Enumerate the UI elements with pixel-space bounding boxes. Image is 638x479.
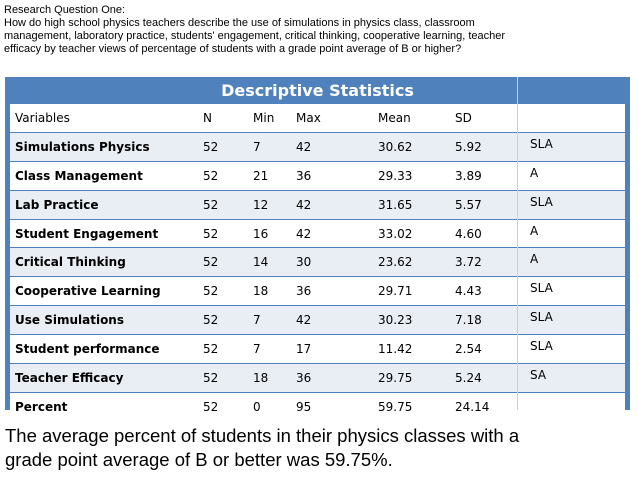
question-line: Research Question One: [4, 4, 126, 16]
n-cell: 52 [203, 370, 219, 385]
n-cell: 52 [203, 342, 219, 357]
header-min: Min [253, 110, 275, 125]
sd-cell: 4.60 [455, 226, 482, 241]
sd-cell: 5.24 [455, 370, 482, 385]
sd-cell: 4.43 [455, 284, 482, 299]
max-cell: 42 [296, 313, 312, 328]
rating-cell: SLA [530, 339, 553, 354]
mean-cell: 30.23 [378, 313, 413, 328]
research-question [4, 4, 634, 56]
header-variables: Variables [15, 110, 70, 125]
max-cell: 42 [296, 139, 312, 154]
rating-cell: SLA [530, 136, 553, 151]
question-line: management, laboratory practice, students' engagement, critical thinking, cooperative learning, teacher [4, 30, 506, 42]
rating-cell: SLA [530, 194, 553, 209]
min-cell: 16 [253, 226, 269, 241]
sd-cell: 3.89 [455, 168, 482, 183]
header-sd: SD [455, 110, 472, 125]
variable-cell: Lab Practice [15, 197, 99, 212]
max-cell: 42 [296, 197, 312, 212]
question-line: efficacy by teacher views of percentage of students with a grade point average of B or higher? [4, 43, 462, 55]
min-cell: 18 [253, 284, 269, 299]
table-header-row [10, 104, 625, 132]
min-cell: 7 [253, 139, 261, 154]
summary-line: grade point average of B or better was 59.75%. [5, 449, 393, 470]
mean-cell: 33.02 [378, 226, 413, 241]
header-n: N [203, 110, 212, 125]
rating-cell: A [530, 223, 539, 238]
rating-cell: SA [530, 368, 547, 383]
max-cell: 95 [296, 399, 312, 414]
min-cell: 7 [253, 313, 261, 328]
descriptive-statistics-table [5, 77, 630, 414]
summary-text [5, 424, 635, 472]
min-cell: 12 [253, 197, 269, 212]
column-divider [517, 77, 518, 410]
table-row [10, 334, 625, 363]
variable-cell: Percent [15, 399, 68, 414]
table-row [10, 392, 625, 421]
table-body [10, 104, 625, 421]
sd-cell: 5.92 [455, 139, 482, 154]
table-title: Descriptive Statistics [221, 81, 414, 100]
max-cell: 17 [296, 342, 312, 357]
summary-line: The average percent of students in their physics classes with a [5, 425, 520, 446]
variable-cell: Student Engagement [15, 226, 159, 241]
min-cell: 21 [253, 168, 269, 183]
table-row [10, 305, 625, 334]
n-cell: 52 [203, 255, 219, 270]
variable-cell: Student performance [15, 342, 160, 357]
rating-cell: A [530, 252, 539, 267]
variable-cell: Teacher Efficacy [15, 370, 124, 385]
n-cell: 52 [203, 139, 219, 154]
sd-cell: 7.18 [455, 313, 482, 328]
table-row [10, 276, 625, 305]
header-mean: Mean [378, 110, 411, 125]
table-row [10, 219, 625, 248]
max-cell: 36 [296, 168, 312, 183]
mean-cell: 31.65 [378, 197, 413, 212]
mean-cell: 30.62 [378, 139, 413, 154]
n-cell: 52 [203, 399, 219, 414]
table-row [10, 247, 625, 276]
variable-cell: Simulations Physics [15, 139, 150, 154]
header-max: Max [296, 110, 321, 125]
rating-cell: SLA [530, 281, 553, 296]
sd-cell: 5.57 [455, 197, 482, 212]
max-cell: 36 [296, 370, 312, 385]
sd-cell: 2.54 [455, 342, 482, 357]
max-cell: 30 [296, 255, 312, 270]
table-row [10, 132, 625, 161]
max-cell: 42 [296, 226, 312, 241]
mean-cell: 11.42 [378, 342, 413, 357]
n-cell: 52 [203, 197, 219, 212]
table-row [10, 363, 625, 392]
table-row [10, 161, 625, 190]
min-cell: 7 [253, 342, 261, 357]
sd-cell: 3.72 [455, 255, 482, 270]
mean-cell: 29.33 [378, 168, 413, 183]
n-cell: 52 [203, 168, 219, 183]
min-cell: 14 [253, 255, 269, 270]
n-cell: 52 [203, 313, 219, 328]
n-cell: 52 [203, 284, 219, 299]
variable-cell: Use Simulations [15, 313, 124, 328]
question-line: How do high school physics teachers describe the use of simulations in physics class, classroom [4, 17, 475, 29]
mean-cell: 59.75 [378, 399, 413, 414]
min-cell: 18 [253, 370, 269, 385]
mean-cell: 23.62 [378, 255, 413, 270]
sd-cell: 24.14 [455, 399, 490, 414]
rating-cell: A [530, 165, 539, 180]
mean-cell: 29.71 [378, 284, 413, 299]
mean-cell: 29.75 [378, 370, 413, 385]
table-row [10, 190, 625, 219]
variable-cell: Class Management [15, 168, 143, 183]
min-cell: 0 [253, 399, 261, 414]
max-cell: 36 [296, 284, 312, 299]
variable-cell: Cooperative Learning [15, 284, 161, 299]
n-cell: 52 [203, 226, 219, 241]
variable-cell: Critical Thinking [15, 255, 126, 270]
rating-cell: SLA [530, 310, 553, 325]
